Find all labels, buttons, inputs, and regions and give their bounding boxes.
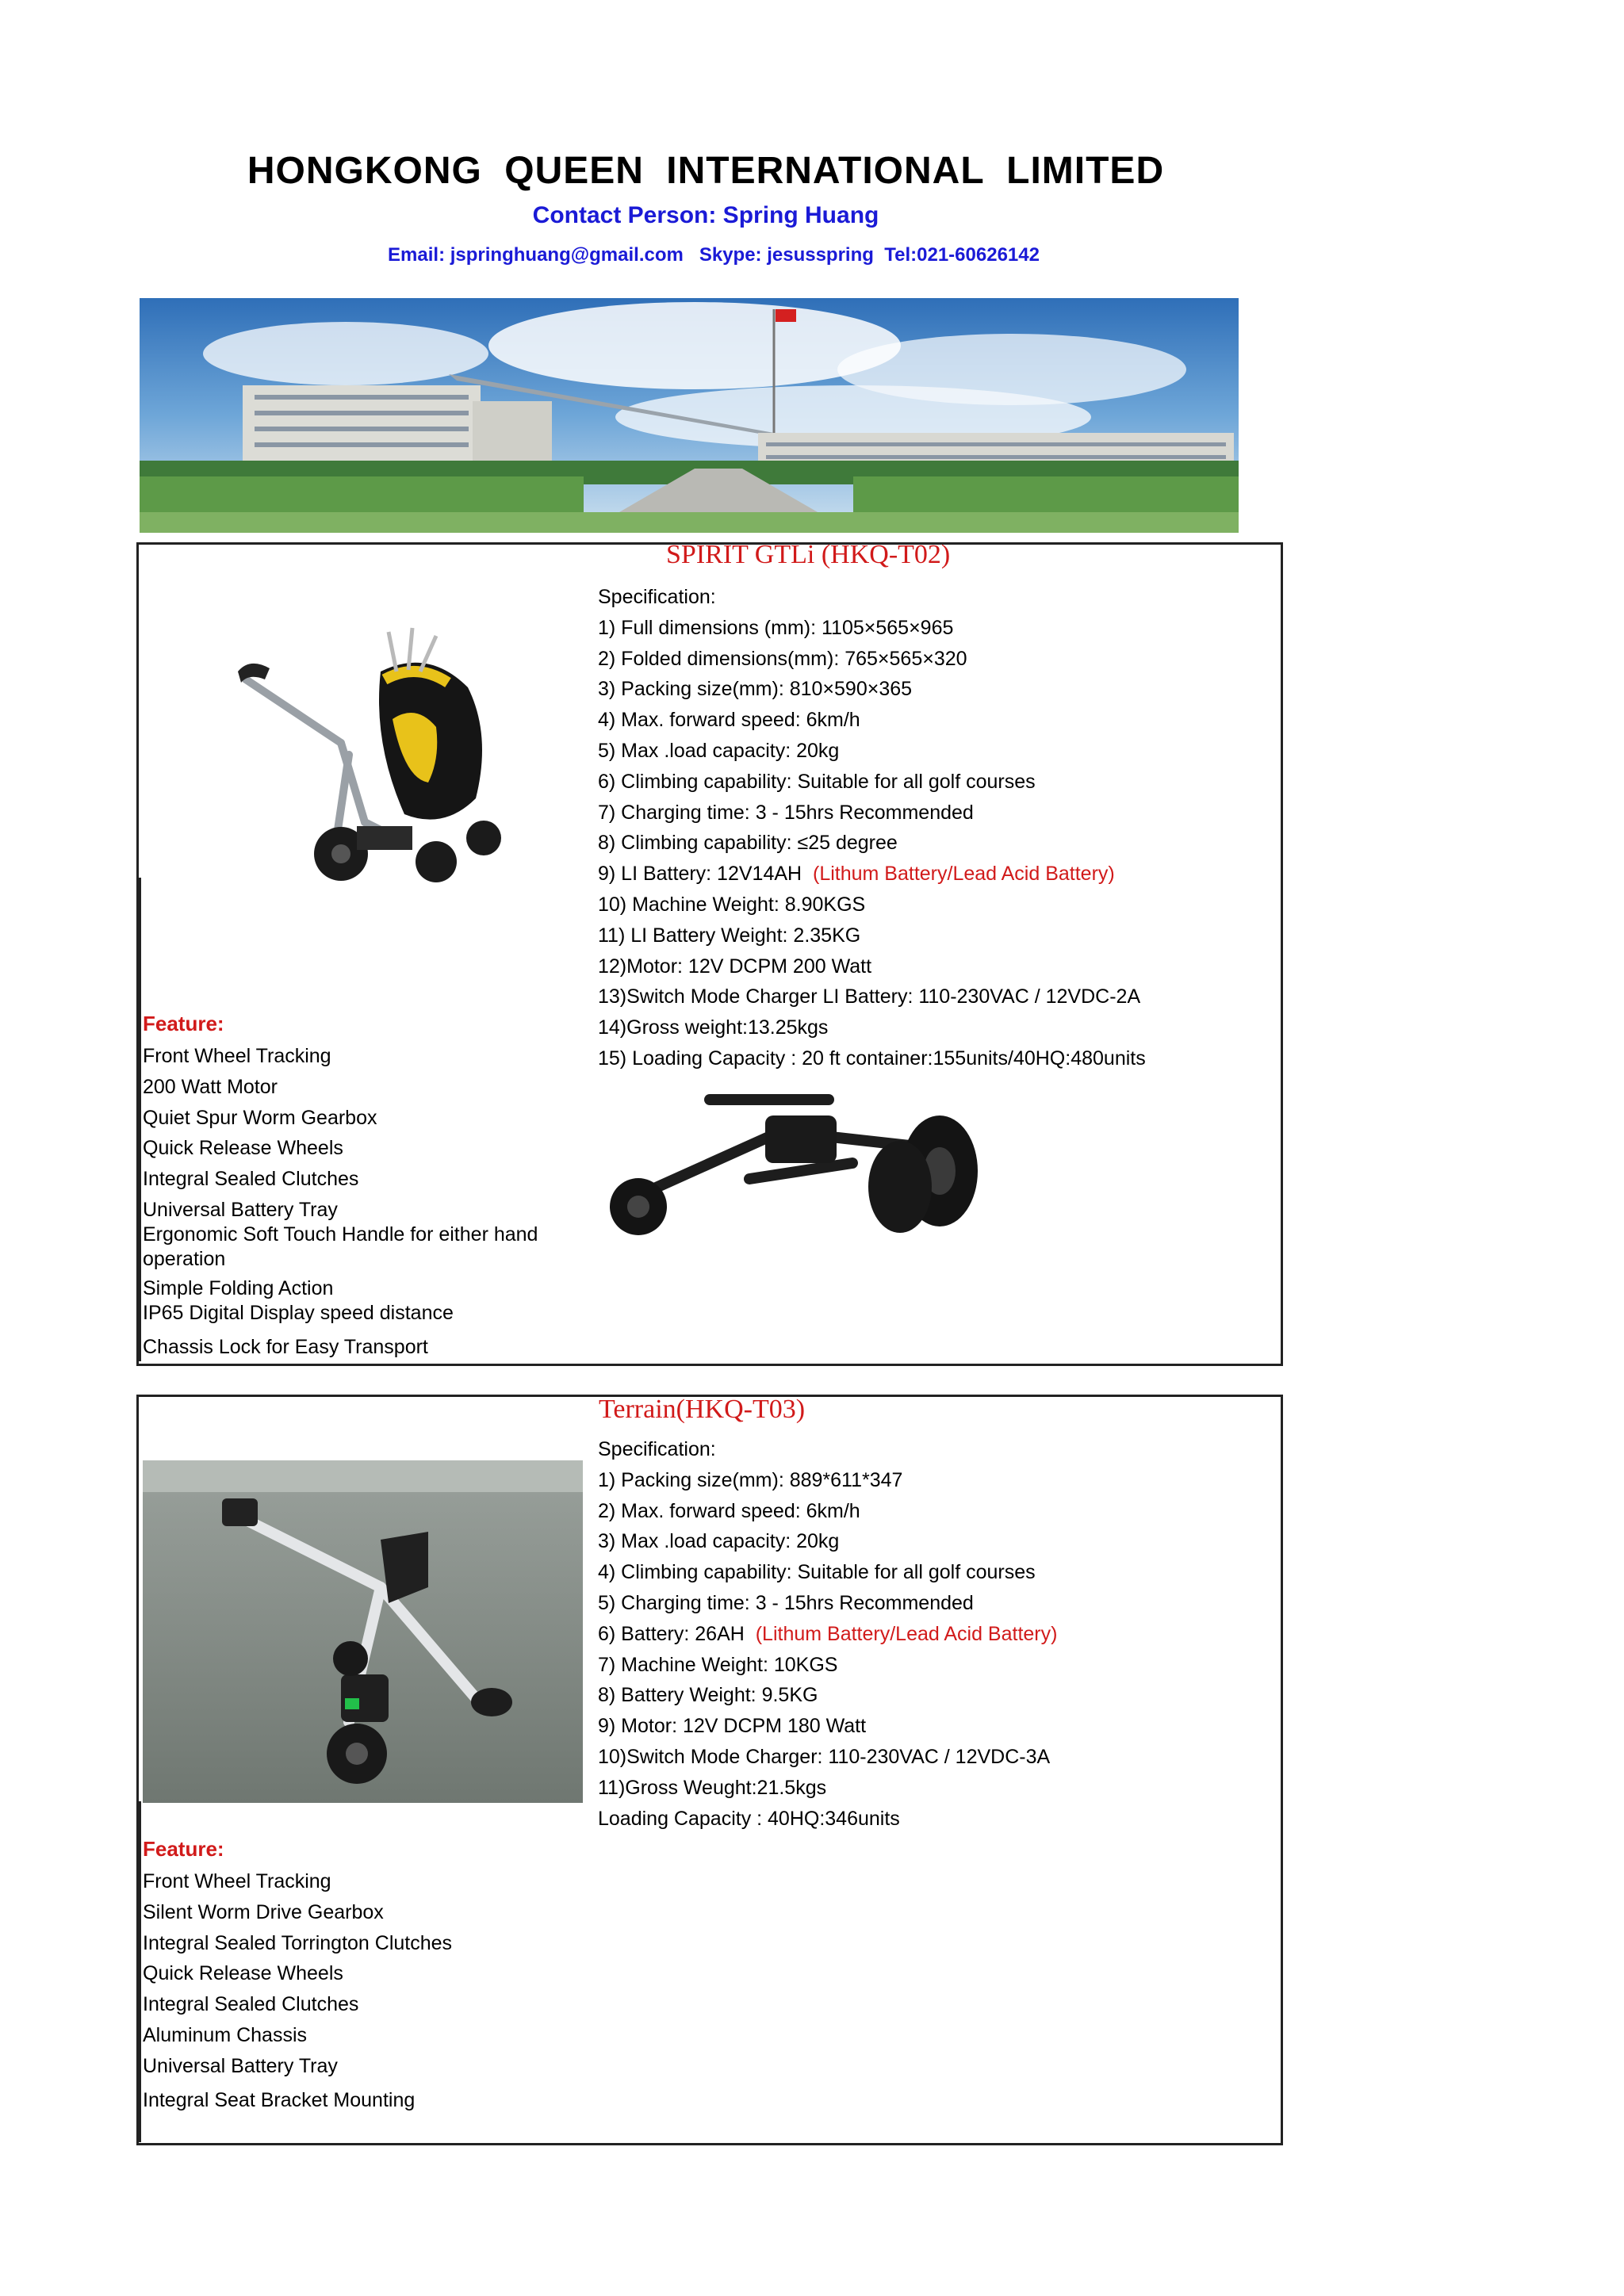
spec-list — [598, 1434, 1057, 1834]
spec-item: 4) Max. forward speed: 6km/h — [598, 709, 860, 732]
feature-item: Universal Battery Tray — [143, 1198, 338, 1221]
feature-heading: Feature: — [143, 1012, 224, 1035]
spec-item: 8) Climbing capability: ≤25 degree — [598, 832, 898, 855]
spec-list — [598, 582, 1146, 1074]
feature-item: Front Wheel Tracking — [143, 1045, 331, 1067]
product-card-spirit-gtli — [136, 542, 1283, 1366]
feature-item: Universal Battery Tray — [143, 2054, 338, 2077]
spec-item: 7) Charging time: 3 - 15hrs Recommended — [598, 801, 974, 824]
spec-item-battery — [598, 859, 1146, 890]
spec-battery-text: 9) LI Battery: 12V14AH — [598, 863, 802, 886]
feature-item: Aluminum Chassis — [143, 2023, 308, 2046]
product-title: Terrain(HKQ-T03) — [599, 1395, 806, 1424]
spec-item: 7) Machine Weight: 10KGS — [598, 1653, 838, 1676]
spec-battery-text: 6) Battery: 26AH — [598, 1622, 745, 1645]
golf-trolley-with-bag-image — [222, 624, 531, 886]
feature-item: Chassis Lock for Easy Transport — [143, 1335, 428, 1358]
battery-type-note: (Lithum Battery/Lead Acid Battery) — [755, 1622, 1058, 1645]
factory-banner-drawing — [140, 298, 1239, 533]
spec-item: 5) Max .load capacity: 20kg — [598, 739, 840, 762]
spec-item: 2) Folded dimensions(mm): 765×565×320 — [598, 647, 967, 670]
feature-item: Integral Sealed Clutches — [143, 1168, 359, 1191]
spec-item: 2) Max. forward speed: 6km/h — [598, 1499, 860, 1522]
feature-item: Integral Seat Bracket Mounting — [143, 2088, 416, 2111]
spec-item: 10)Switch Mode Charger: 110-230VAC / 12VDC-3A — [598, 1745, 1051, 1768]
terrain-trolley-drawing — [143, 1460, 583, 1803]
contact-details: Email: jspringhuang@gmail.com Skype: jesusspring Tel:021-60626142 — [388, 244, 1040, 266]
spec-label: Specification: — [598, 1438, 716, 1460]
feature-item: Front Wheel Tracking — [143, 1870, 331, 1892]
spec-item: 10) Machine Weight: 8.90KGS — [598, 893, 866, 916]
spec-item: 8) Battery Weight: 9.5KG — [598, 1684, 818, 1707]
spec-item-battery — [598, 1619, 1057, 1650]
spec-item: 3) Packing size(mm): 810×590×365 — [598, 678, 913, 701]
feature-item: Quick Release Wheels — [143, 1962, 343, 1985]
battery-type-note: (Lithum Battery/Lead Acid Battery) — [813, 863, 1115, 886]
feature-item: Simple Folding Action — [143, 1276, 334, 1299]
spec-item: 13)Switch Mode Charger LI Battery: 110-230VAC / 12VDC-2A — [598, 985, 1141, 1008]
feature-item: Integral Sealed Torrington Clutches — [143, 1931, 453, 1954]
spec-item: 11) LI Battery Weight: 2.35KG — [598, 924, 861, 947]
spec-item: 3) Max .load capacity: 20kg — [598, 1530, 840, 1553]
spec-item: 11)Gross Weught:21.5kgs — [598, 1776, 827, 1799]
golf-trolley-with-bag-drawing — [222, 624, 531, 886]
spec-item: 14)Gross weight:13.25kgs — [598, 1016, 829, 1039]
spec-item: 5) Charging time: 3 - 15hrs Recommended — [598, 1591, 974, 1614]
contact-person: Contact Person: Spring Huang — [532, 202, 879, 228]
feature-list — [143, 1044, 587, 1366]
feature-item: Silent Worm Drive Gearbox — [143, 1900, 384, 1923]
feature-item: 200 Watt Motor — [143, 1075, 278, 1098]
feature-item: IP65 Digital Display speed distance — [143, 1301, 454, 1324]
spec-item: 1) Packing size(mm): 889*611*347 — [598, 1468, 903, 1491]
spec-item: 9) Motor: 12V DCPM 180 Watt — [598, 1715, 867, 1738]
product-title: SPIRIT GTLi (HKQ-T02) — [666, 540, 951, 569]
feature-item: Quick Release Wheels — [143, 1137, 343, 1160]
spec-item: Loading Capacity : 40HQ:346units — [598, 1807, 900, 1830]
feature-left-rule — [139, 1801, 141, 2142]
folded-trolley-drawing — [591, 1068, 1003, 1250]
feature-item: Integral Sealed Clutches — [143, 1993, 359, 2016]
feature-left-rule — [139, 878, 141, 1361]
spec-label: Specification: — [598, 586, 716, 608]
spec-item: 1) Full dimensions (mm): 1105×565×965 — [598, 616, 954, 639]
spec-item: 12)Motor: 12V DCPM 200 Watt — [598, 955, 872, 978]
spec-item: 15) Loading Capacity : 20 ft container:155units/40HQ:480units — [598, 1047, 1146, 1070]
feature-heading: Feature: — [143, 1837, 224, 1861]
spec-item: 4) Climbing capability: Suitable for all golf courses — [598, 1561, 1036, 1584]
feature-item: Ergonomic Soft Touch Handle for either hand operation — [143, 1223, 538, 1270]
terrain-trolley-image — [143, 1460, 583, 1803]
folded-trolley-image — [591, 1068, 1003, 1250]
company-name: HONGKONG QUEEN INTERNATIONAL LIMITED — [247, 150, 1165, 192]
product-card-terrain — [136, 1395, 1283, 2145]
feature-list — [143, 1869, 587, 2119]
feature-item: Quiet Spur Worm Gearbox — [143, 1106, 377, 1129]
spec-item: 6) Climbing capability: Suitable for all golf courses — [598, 770, 1036, 793]
factory-banner-image — [140, 298, 1239, 533]
